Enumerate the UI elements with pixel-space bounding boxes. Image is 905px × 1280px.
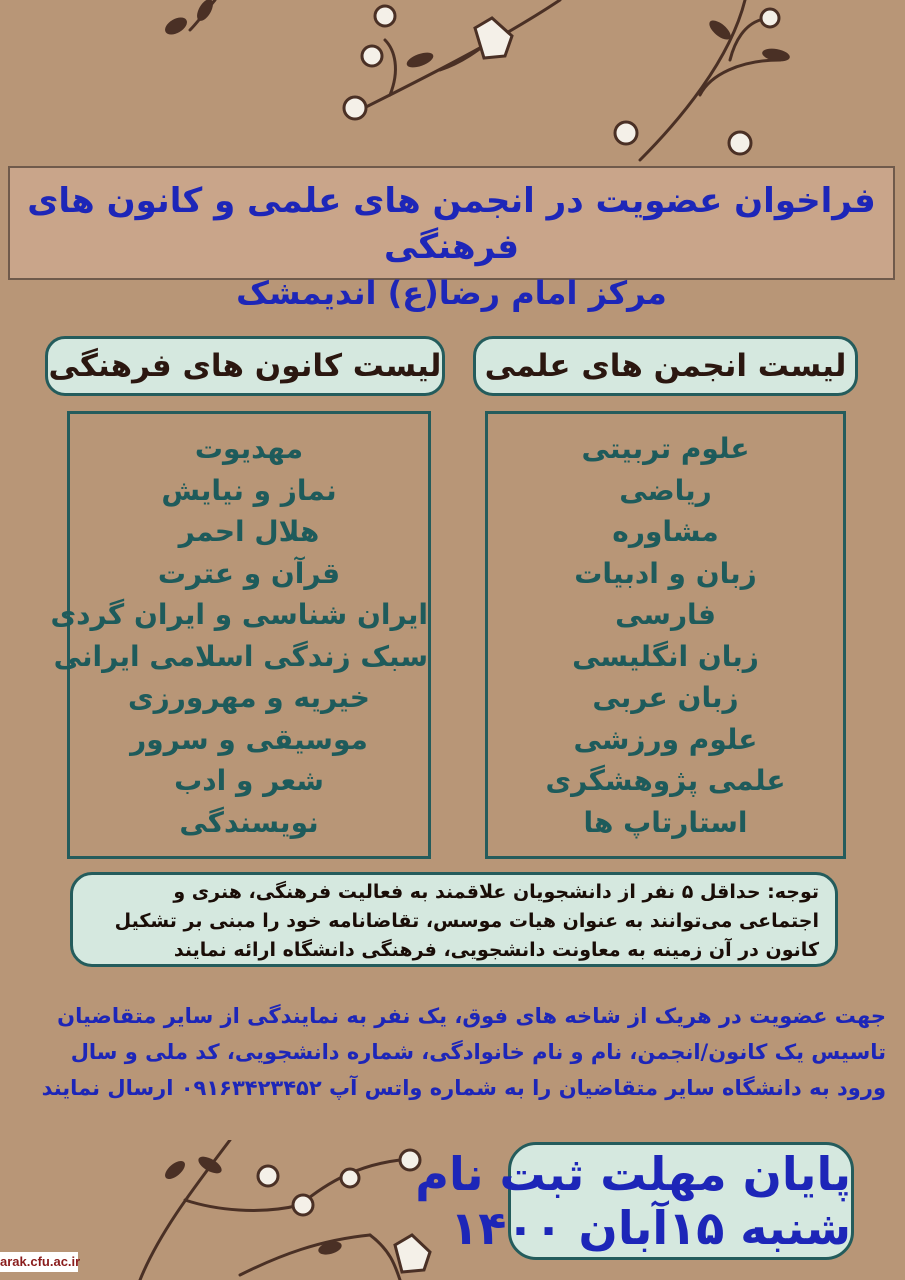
science-list-heading: لیست انجمن های علمی	[473, 336, 858, 396]
list-item: زبان و ادبیات	[574, 556, 757, 590]
list-item: علوم تربیتی	[581, 432, 750, 465]
list-item: استارتاپ ها	[583, 805, 748, 839]
list-item: زبان انگلیسی	[572, 639, 759, 673]
list-item: شعر و ادب	[174, 764, 324, 797]
list-item: نماز و نیایش	[161, 473, 337, 507]
list-item: هلال احمر	[178, 515, 320, 548]
deadline-badge	[415, 1142, 854, 1260]
list-item: مهدیوت	[194, 432, 304, 465]
list-item: علمی پژوهشگری	[545, 764, 786, 797]
floral-branch-top-icon	[0, 0, 905, 165]
culture-list-heading: لیست کانون های فرهنگی	[45, 336, 445, 396]
list-item: قرآن و عترت	[157, 556, 341, 590]
list-item: مشاوره	[612, 515, 719, 548]
notice-box: توجه: حداقل ۵ نفر از دانشجویان علاقمند به فعالیت فرهنگی، هنری و اجتماعی می‌توانند به عنوان هیات موسس، تقاضانامه خود را مبنی بر تشکیل کانون در آن زمینه به معاونت دانشجویی، فرهنگی دانشگاه ارائه نمایند	[70, 872, 838, 967]
list-item: فارسی	[615, 598, 716, 631]
list-item: سبک زندگی اسلامی ایرانی	[53, 639, 428, 673]
site-watermark: arak.cfu.ac.ir	[0, 1252, 78, 1272]
science-list	[485, 411, 846, 859]
list-item: موسیقی و سرور	[130, 722, 368, 756]
list-item: نویسندگی	[179, 805, 319, 839]
list-item: زبان عربی	[592, 681, 739, 714]
list-item: ایران شناسی و ایران گردی	[50, 598, 428, 631]
deadline-date: شنبه ۱۵آبان ۱۴۰۰	[450, 1201, 851, 1255]
page-subtitle: مرکز امام رضا(ع) اندیمشک	[236, 274, 667, 312]
list-item: خیریه و مهرورزی	[128, 681, 370, 714]
list-item: علوم ورزشی	[573, 722, 758, 756]
membership-instructions: جهت عضویت در هریک از شاخه های فوق، یک نفر به نمایندگی از سایر متقاضیان تاسیس یک کانون/انجمن، نام و نام خانوادگی، شماره دانشجویی، کد ملی و سال ورود به دانشگاه سایر متقاضیان را به شماره واتس آپ ۰۹۱۶۳۴۲۳۴۵۲ ارسال نمایند	[41, 1004, 886, 1100]
title-banner	[8, 166, 895, 312]
culture-list	[50, 411, 431, 859]
deadline-title: پایان مهلت ثبت نام	[415, 1147, 851, 1201]
list-item: ریاضی	[619, 473, 712, 507]
page-title: فراخوان عضویت در انجمن های علمی و کانون های فرهنگی	[27, 181, 876, 267]
